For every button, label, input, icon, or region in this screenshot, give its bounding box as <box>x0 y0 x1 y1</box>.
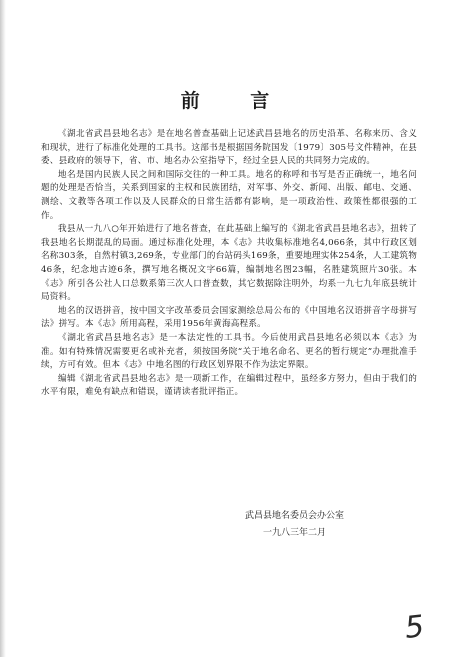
signature-org: 武昌县地名委员会办公室 <box>245 511 345 521</box>
paragraph-5: 《湖北省武昌县地名志》是一本法定性的工具书。今后使用武昌县地名必须以本《志》为准。如有特殊情况需要更名或补充者，须按国务院“关于地名命名、更名的暂行规定”办理批准手续，方可有效。但本《志》中地名图的行政区划界限不作为法定界限。 <box>41 332 417 371</box>
preface-body <box>41 128 417 400</box>
paragraph-1: 《湖北省武昌县地名志》是在地名普查基础上记述武昌县地名的历史沿革、名称来历、含义和现状，进行了标准化处理的工具书。这部书是根据国务院国发〔1979〕305号文件精神，在县委、县政府的领导下，省、市、地名办公室指导下，经过全县人民的共同努力完成的。 <box>41 129 417 167</box>
paragraph-3: 我县从一九八○年开始进行了地名普查，在此基础上编写的《湖北省武昌县地名志》，扭转了我县地名长期混乱的局面。通过标准化处理，本《志》共收集标准地名4,066条，其中行政区划名称303条，自然村镇3,269条，专业部门的台站码头169条，重要地理实体254条，人工建筑物46条，纪念地古迹6条，撰写地名概况文字66篇，编制地名图23幅，名胜建筑照片30张。本《志》所引各公社人口总数系第三次人口普查数，其它数据除注明外，均系一九七九年底县统计局资料。 <box>41 224 417 303</box>
paragraph-4: 地名的汉语拼音，按中国文字改革委员会国家测绘总局公布的《中国地名汉语拼音字母拼写法》拼写。本《志》所用高程，采用1956年黄海高程系。 <box>41 305 417 330</box>
paragraph-2: 地名是国内民族人民之间和国际交往的一种工具。地名的称呼和书写是否正确统一，地名问题的处理是否恰当，关系到国家的主权和民族团结，对军事、外交、新闻、出版、邮电、交通、测绘、文教等各项工作以及人民群众的日常生活都有影响，是一项政治性、政策性都很强的工作。 <box>41 169 417 221</box>
page-title: 前 言 <box>180 90 292 112</box>
handwritten-page-number: 5 <box>403 609 426 646</box>
paragraph-6: 编辑《湖北省武昌县地名志》是一项新工作，在编辑过程中，虽经多方努力，但由于我们的水平有限，难免有缺点和错误，谨请读者批评指正。 <box>41 373 417 398</box>
signature-date: 一九八三年二月 <box>263 528 327 538</box>
